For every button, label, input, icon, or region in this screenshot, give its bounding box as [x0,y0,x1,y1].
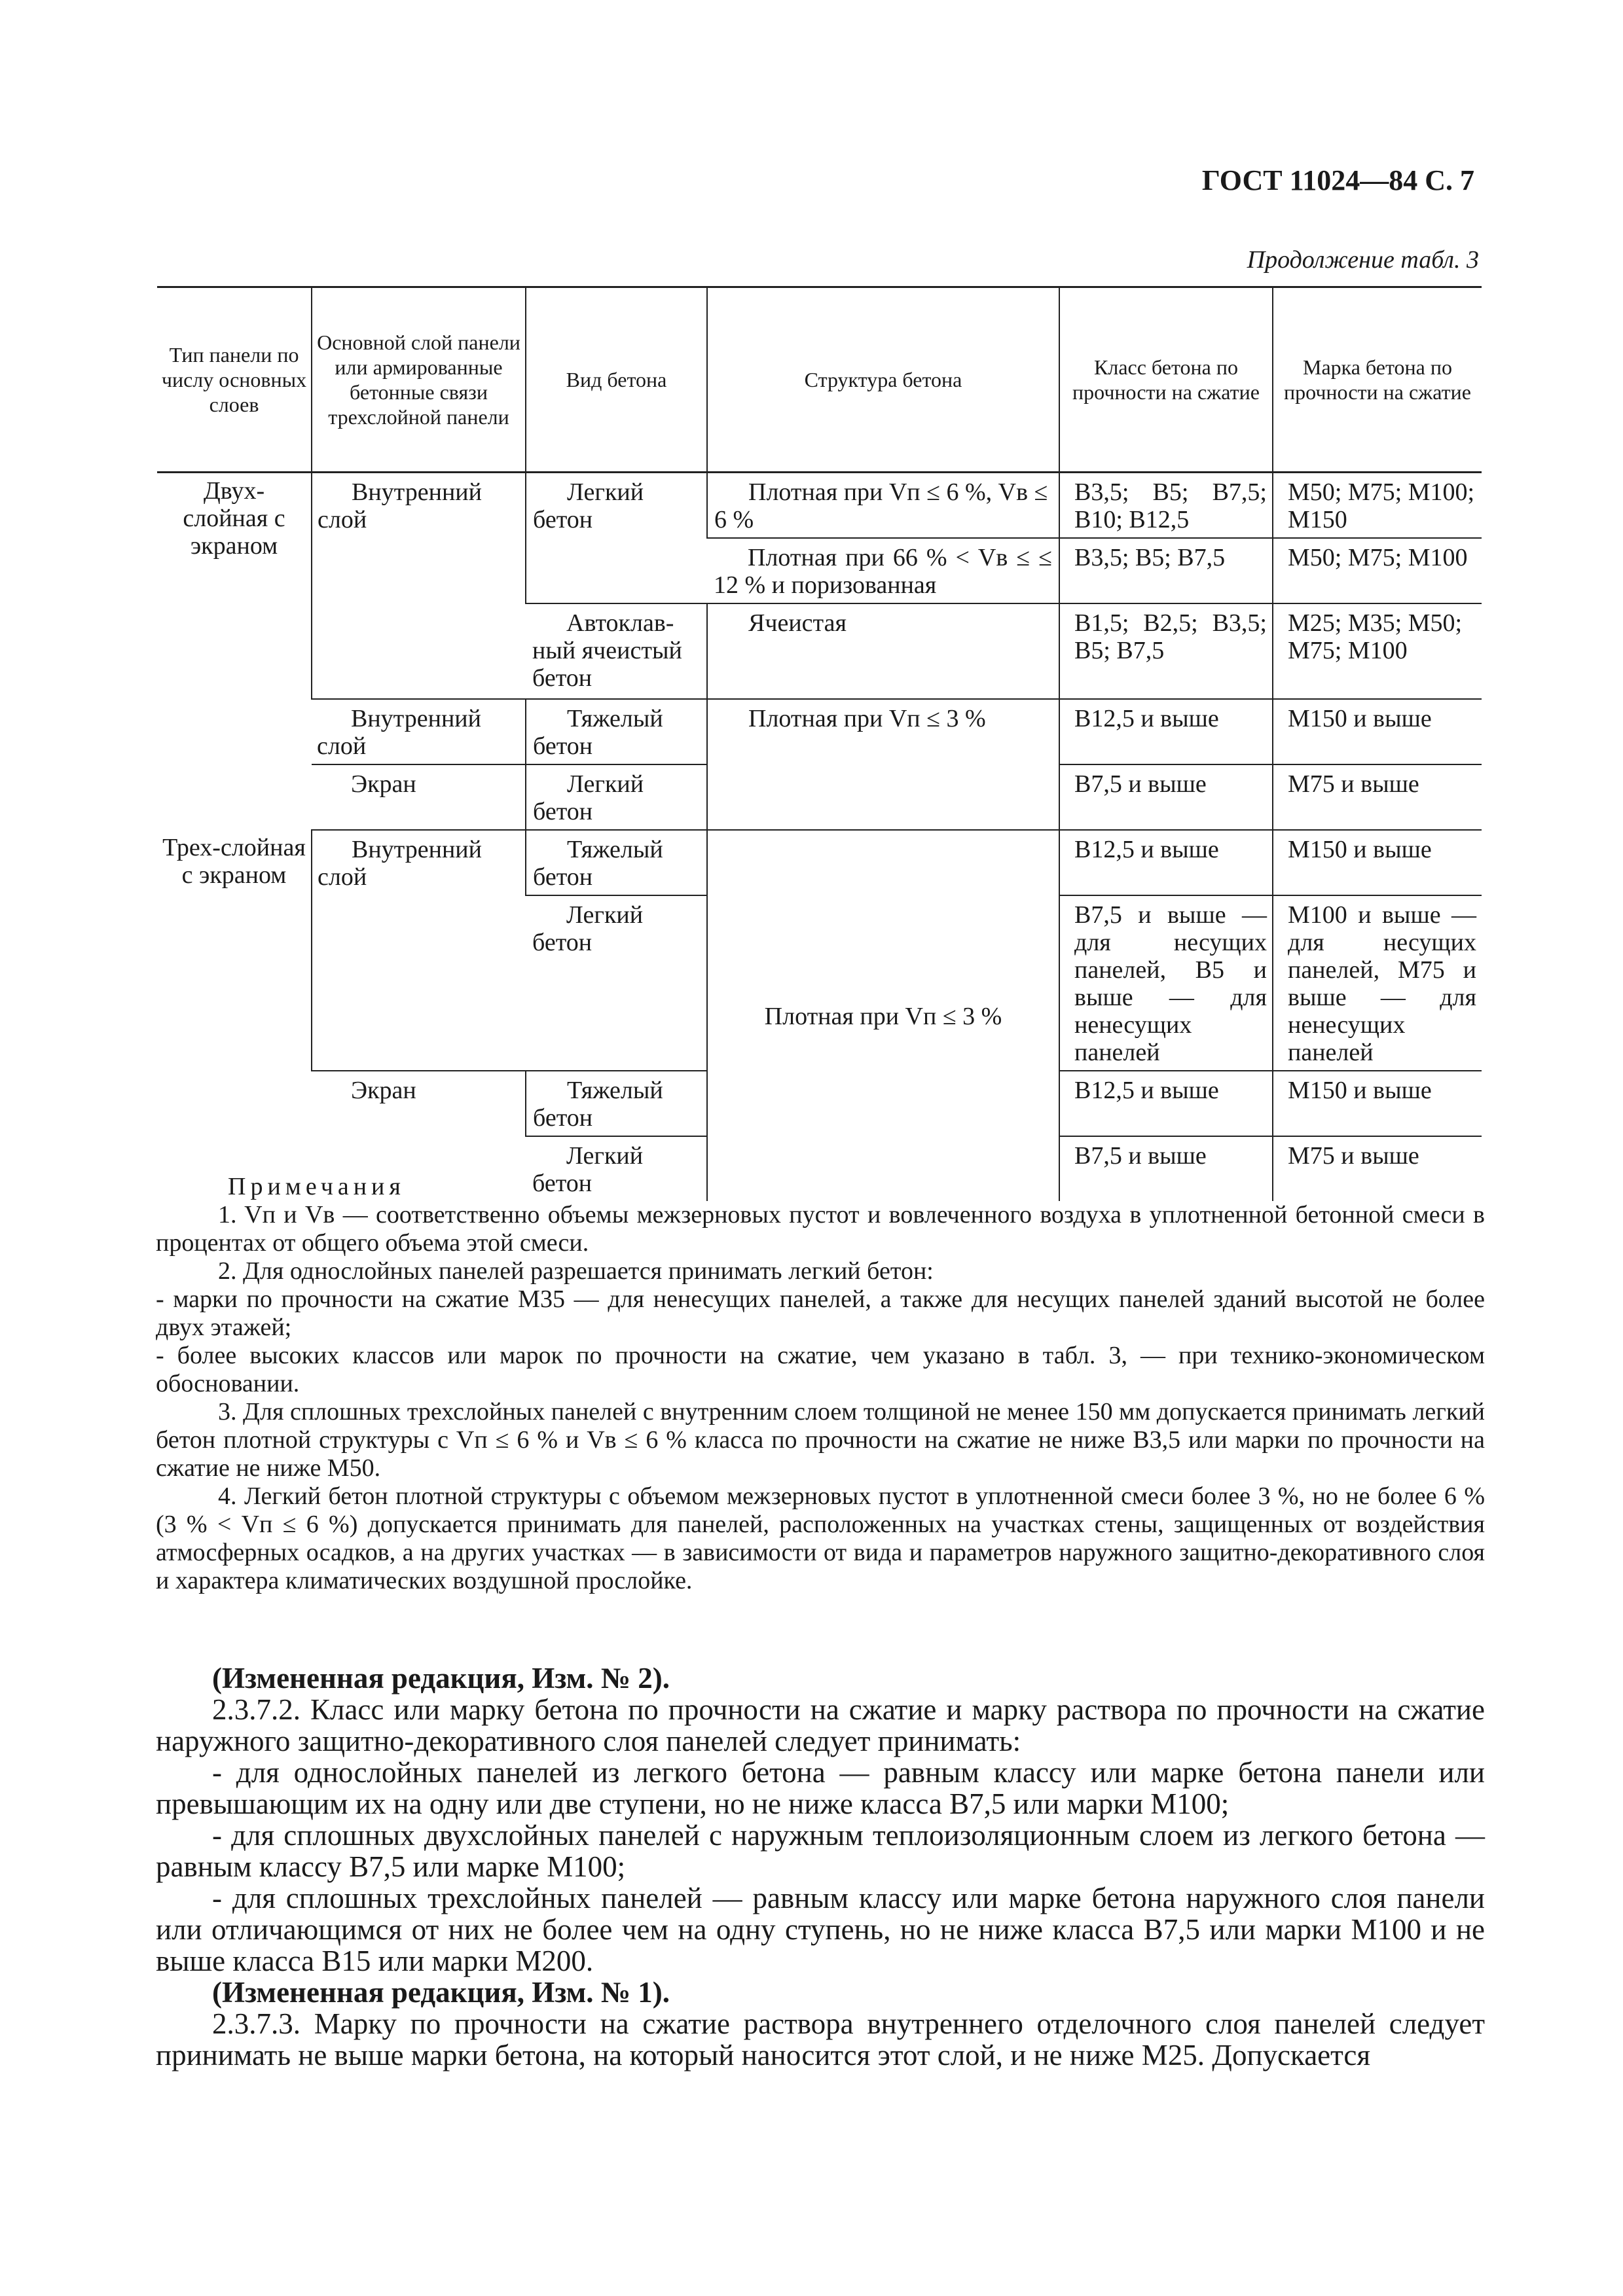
table-cell: Двух-слойная с экраном [183,477,285,560]
table-cell: Легкий бетон [526,764,707,830]
column-header: Класс бетона по прочности на сжатие [1059,287,1273,473]
table-header-row [157,287,1482,473]
table-cell: Плотная при 66 % < Vв ≤ ≤ 12 % и поризованная [707,538,1059,603]
table-cell: В1,5; В2,5; В3,5; В5; В7,5 [1059,603,1273,699]
table-row [157,699,1482,764]
table-cell: В3,5; В5; В7,5; В10; В12,5 [1059,473,1273,539]
table-cell: Трех-слойная с экраном [162,834,306,889]
table-cell: Легкий бетон [532,1142,644,1197]
column-header: Основной слой панели или армированные бетонные связи трехслойной панели [312,287,526,473]
table-cell: Экран [351,1077,416,1104]
page-header: ГОСТ 11024—84 С. 7 [1201,164,1474,196]
table-cell: М150 и выше [1273,1071,1482,1136]
table-cell: В12,5 и выше [1059,699,1273,764]
table-cell: М25; М35; М50; М75; М100 [1273,603,1482,699]
table-cell: М100 и выше — для несущих панелей, М75 и выше — для ненесущих панелей [1273,895,1482,1071]
note-4: 4. Легкий бетон плотной структуры с объемом межзерновых пустот в уплотненной смеси более 3 %, но не более 6 % (3 % < Vп ≤ 6 %) допускается принимать для панелей, расположенных на участках стены, защищенных от воздействия атмосферных осадков, а на других участках — в зависимости от вида и параметров наружного защитно-декоративного слоя и характера климатических воздушной прослойке. [156,1482,1485,1594]
table-cell: В7,5 и выше [1059,764,1273,830]
column-header: Структура бетона [707,287,1059,473]
table-cell: Плотная при Vп ≤ 3 % [707,699,1059,830]
table-cell: Тяжелый бетон [526,1071,707,1136]
table-row [157,473,1482,539]
amendment-note-2: (Измененная редакция, Изм. № 2). [212,1662,670,1695]
table-cell: М75 и выше [1273,1136,1482,1201]
table-cell: Легкий бетон [526,473,707,604]
note-2a: - марки по прочности на сжатие М35 — для ненесущих панелей, а также для несущих панелей зданий высотой не более двух этажей; [156,1285,1485,1341]
table-row [157,830,1482,895]
clause-bullet: - для сплошных трехслойных панелей — равным классу или марке бетона наружного слоя панели или отличающимся от них не более чем на одну ступень, но не ниже класса В7,5 или марки М100 и не выше класса В15 или марки М200. [156,1882,1485,1977]
table-cell: В3,5; В5; В7,5 [1059,538,1273,603]
table-cell: Внутренний слой [312,473,526,700]
clause-bullet: - для сплошных двухслойных панелей с наружным теплоизоляционным слоем из легкого бетона — равным классу В7,5 или марке М100; [156,1819,1485,1883]
table-cell: М150 и выше [1273,830,1482,895]
note-2: 2. Для однослойных панелей разрешается принимать легкий бетон: [218,1257,934,1285]
column-header: Марка бетона по прочности на сжатие [1273,287,1482,473]
column-header: Вид бетона [526,287,707,473]
table-cell: Тяжелый бетон [526,699,707,764]
table-cell: Внутренний слой [312,830,526,1071]
table-cell: М75 и выше [1273,764,1482,830]
table-cell: Внутренний слой [312,699,526,764]
notes-title: Примечания [228,1173,405,1200]
table-cell: Плотная при Vп ≤ 6 %, Vв ≤ 6 % [707,473,1059,539]
table-cell: Легкий бетон [526,895,707,1071]
clause-bullet: - для однослойных панелей из легкого бетона — равным классу или марке бетона панели или превышающим их на одну или две ступени, но не ниже класса В7,5 или марки М100; [156,1756,1485,1820]
body-text [156,1662,1485,2071]
concrete-spec-table [157,286,1482,1201]
table-cell: В12,5 и выше [1059,830,1273,895]
table-cell: М50; М75; М100 [1273,538,1482,603]
table-cell: Экран [312,764,526,830]
note-3: 3. Для сплошных трехслойных панелей с внутренним слоем толщиной не менее 150 мм допускается принимать легкий бетон плотной структуры с Vп ≤ 6 % и Vв ≤ 6 % класса по прочности на сжатие не ниже В3,5 или марки по прочности на сжатие не ниже М50. [156,1398,1485,1482]
clause-2-3-7-2: 2.3.7.2. Класс или марку бетона по прочности на сжатие и марку раствора по прочности на сжатие наружного защитно-декоративного слоя панелей следует принимать: [156,1693,1485,1757]
note-2b: - более высоких классов или марок по прочности на сжатие, чем указано в табл. 3, — при технико-экономическом обосновании. [156,1342,1485,1397]
table-cell: М150 и выше [1273,699,1482,764]
table-cell: Плотная при Vп ≤ 3 % [707,830,1059,1201]
note-1: 1. Vп и Vв — соответственно объемы межзерновых пустот и вовлеченного воздуха в уплотненной бетонной смеси в процентах от общего объема этой смеси. [156,1201,1485,1257]
table-cell: В7,5 и выше [1059,1136,1273,1201]
table-cell: В12,5 и выше [1059,1071,1273,1136]
table-cell: В7,5 и выше — для несущих панелей, В5 и выше — для ненесущих панелей [1059,895,1273,1071]
table-caption: Продолжение табл. 3 [1247,246,1479,274]
clause-2-3-7-3: 2.3.7.3. Марку по прочности на сжатие раствора внутреннего отделочного слоя панелей следует принимать не выше марки бетона, на который наносится этот слой, и не ниже М25. Допускается [156,2007,1485,2072]
table-notes [156,1173,1485,1595]
table-cell: М50; М75; М100; М150 [1273,473,1482,539]
amendment-note-1: (Измененная редакция, Изм. № 1). [212,1976,670,2009]
column-header: Тип панели по числу основных слоев [157,287,312,473]
table-cell: Тяжелый бетон [526,830,707,895]
table-cell: Автоклав-ный ячеистый бетон [526,603,707,699]
table-cell: Ячеистая [707,603,1059,699]
